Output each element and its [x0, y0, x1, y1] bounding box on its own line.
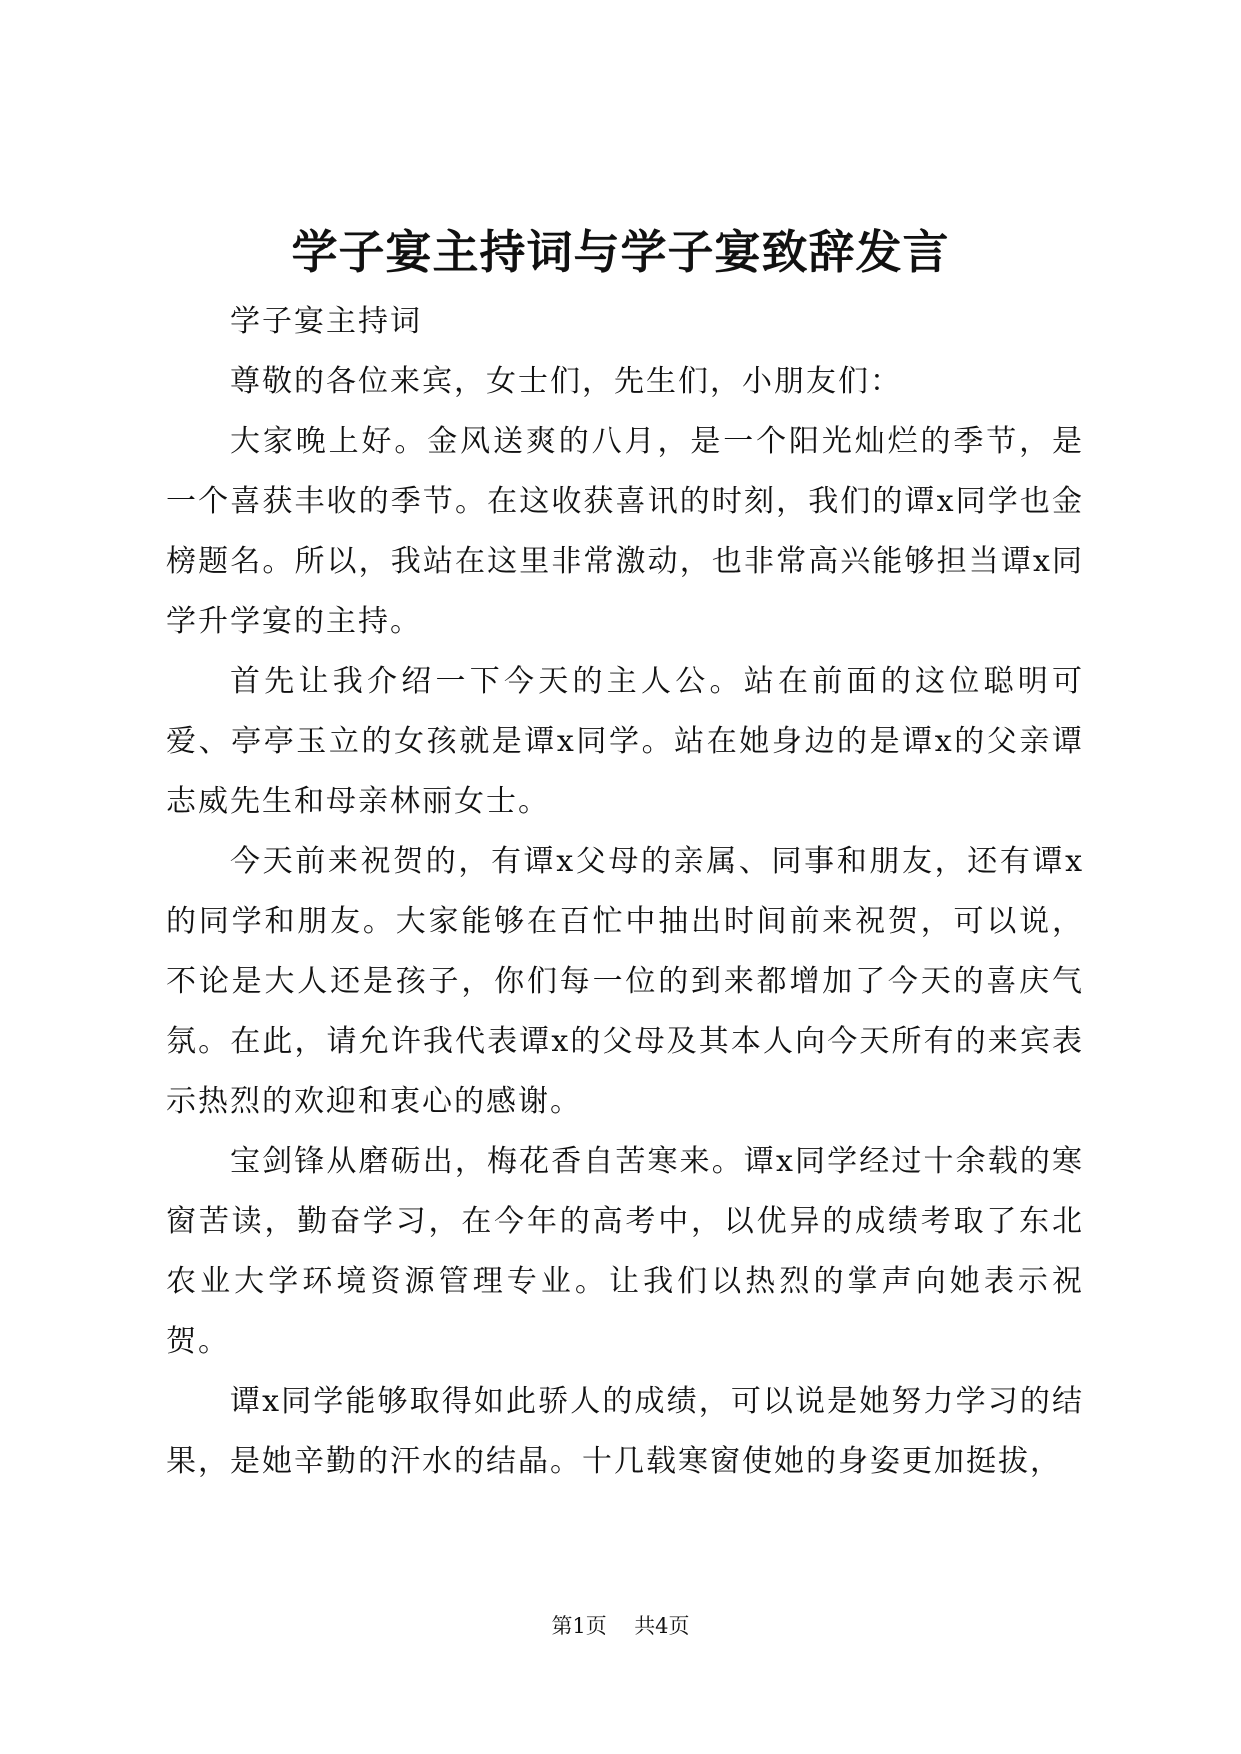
page-number: 第1页	[551, 1614, 607, 1638]
document-title: 学子宴主持词与学子宴致辞发言	[291, 225, 950, 279]
paragraph-heading: 学子宴主持词	[230, 304, 422, 339]
paragraph: 今天前来祝贺的，有谭x父母的亲属、同事和朋友，还有谭x的同学和朋友。大家能够在百忙中抽出时间前来祝贺，可以说，不论是大人还是孩子，你们每一位的到来都增加了今天的喜庆气氛。在此，请允许我代表谭x的父母及其本人向今天所有的来宾表示热烈的欢迎和衷心的感谢。	[166, 844, 1084, 1119]
page-total: 共4页	[634, 1614, 690, 1638]
paragraph-salutation: 尊敬的各位来宾，女士们，先生们，小朋友们：	[230, 364, 902, 399]
page-footer	[0, 1611, 1241, 1641]
document-body	[166, 292, 1084, 1492]
paragraph: 大家晚上好。金风送爽的八月，是一个阳光灿烂的季节，是一个喜获丰收的季节。在这收获喜讯的时刻，我们的谭x同学也金榜题名。所以，我站在这里非常激动，也非常高兴能够担当谭x同学升学宴的主持。	[166, 424, 1084, 639]
paragraph: 谭x同学能够取得如此骄人的成绩，可以说是她努力学习的结果，是她辛勤的汗水的结晶。十几载寒窗使她的身姿更加挺拔，	[166, 1384, 1084, 1479]
paragraph: 首先让我介绍一下今天的主人公。站在前面的这位聪明可爱、亭亭玉立的女孩就是谭x同学。站在她身边的是谭x的父亲谭志威先生和母亲林丽女士。	[166, 664, 1084, 819]
paragraph: 宝剑锋从磨砺出，梅花香自苦寒来。谭x同学经过十余载的寒窗苦读，勤奋学习，在今年的高考中，以优异的成绩考取了东北农业大学环境资源管理专业。让我们以热烈的掌声向她表示祝贺。	[166, 1144, 1084, 1359]
